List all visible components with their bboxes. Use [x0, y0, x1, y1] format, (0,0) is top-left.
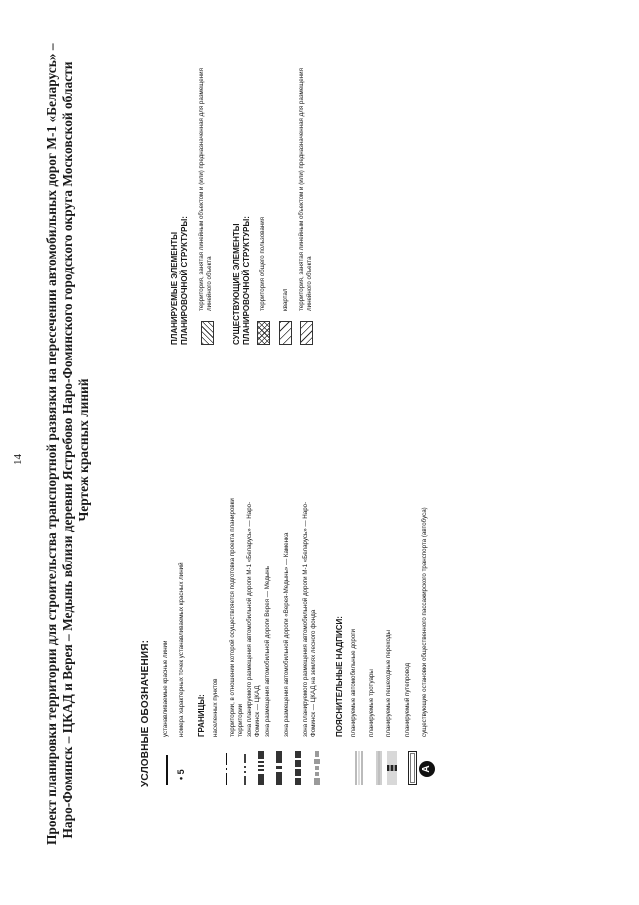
legend-label: территория, занятая линейным объектом и (или) предназначенная для размещения линейного объекта: [298, 68, 313, 311]
planned-roads-symbol: [350, 751, 358, 785]
legend-label: населенных пунктов: [212, 678, 219, 737]
planned-linear-territory-hatch: [201, 321, 214, 345]
page-number: 14: [12, 454, 24, 465]
quarter-hatch: [279, 321, 292, 345]
crossing-symbol: [384, 751, 394, 785]
existing-elements-heading: СУЩЕСТВУЮЩИЕ ЭЛЕМЕНТЫ ПЛАНИРОВОЧНОЙ СТРУКТУРЫ:: [232, 216, 251, 345]
public-territory-hatch: [257, 321, 270, 345]
legend-title: УСЛОВНЫЕ ОБОЗНАЧЕНИЯ:: [140, 639, 151, 787]
existing-linear-territory-hatch: [300, 321, 313, 345]
project-border-symbol: [234, 751, 238, 785]
legend-label: квартал: [282, 288, 289, 311]
legend-label: зона планируемого размещения автомобильной дороги М-1 «Беларусь» — Наро-Фоминск — ЦКАД: [246, 501, 261, 737]
legend-label: территории, в отношении которой осуществляется подготовка проекта планировки территории: [229, 498, 244, 737]
legend-label: территория, занятая линейным объектом и (или) предназначенная для размещения линейного объекта: [198, 68, 213, 311]
legend-label: планируемые автомобильные дороги: [350, 629, 357, 737]
title-line: Наро-Фоминск – ЦКАД и Верея – Медынь вблизи деревни Ястребово Наро-Фоминского городского округа Московской области: [60, 61, 75, 839]
document-title: [44, 43, 92, 845]
forest-zone-symbol: [307, 751, 313, 785]
point-number-symbol: • 5: [176, 769, 186, 780]
road-zone-kamenka-symbol: [288, 751, 294, 785]
legend-label: номера характерных точек устанавливаемых красных линий: [178, 562, 185, 737]
legend-label: планируемые пешеходные переходы: [385, 630, 392, 737]
title-subtitle: Чертеж красных линий: [76, 378, 91, 522]
legend-label: планируемые тротуары: [368, 669, 375, 737]
planned-zone-m1-symbol: [251, 751, 257, 785]
overpass-symbol: [404, 751, 413, 785]
legend-label: устанавливаемые красные линии: [162, 640, 169, 737]
red-line-symbol: [166, 755, 168, 785]
title-line: Проект планировки территории для строительства транспортной развязки на пересечении автомобильных дорог М-1 «Беларусь» –: [44, 43, 59, 845]
legend-label: зона размещения автомобильной дороги «Верея-Медынь» — Каменка: [283, 532, 290, 737]
legend-label: зона размещения автомобильной дороги Верея — Медынь: [264, 566, 271, 737]
legend-label: зона планируемого размещения автомобильной дороги М-1 «Беларусь» — Наро-Фоминск — ЦКАД на землях лесного фонда: [302, 501, 317, 737]
sidewalks-symbol: [369, 751, 375, 785]
planned-elements-heading: ПЛАНИРУЕМЫЕ ЭЛЕМЕНТЫ ПЛАНИРОВОЧНОЙ СТРУКТУРЫ:: [170, 216, 189, 345]
legend-label: территория общего пользования: [259, 216, 266, 311]
legend-label: существующие остановки общественного пассажирского транспорта (автобуса): [421, 507, 428, 737]
road-zone-vereya-medyn-symbol: [269, 751, 275, 785]
bus-stop-icon: A: [419, 761, 435, 777]
legend-label: планируемый путепровод: [404, 662, 411, 737]
borders-heading: ГРАНИЦЫ:: [197, 694, 206, 737]
notes-heading: ПОЯСНИТЕЛЬНЫЕ НАДПИСИ:: [335, 616, 344, 737]
settlement-border-symbol: [215, 751, 218, 785]
